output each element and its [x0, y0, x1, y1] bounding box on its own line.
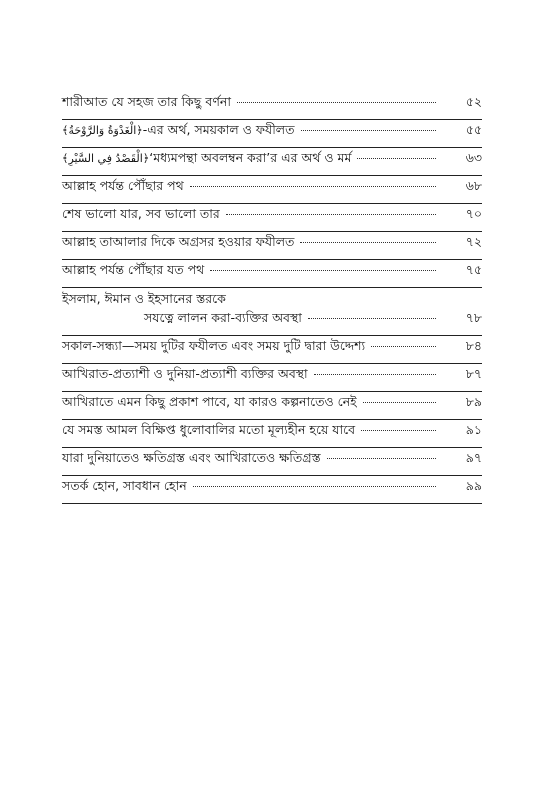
toc-entry-title-line1: ইসলাম, ঈমান ও ইহসানের স্তরকে	[62, 291, 226, 306]
toc-entry-page: ৮৭	[465, 366, 482, 381]
toc-entry-line	[62, 422, 442, 442]
toc-entry-title: সতর্ক হোন, সাবধান হোন	[62, 478, 187, 493]
dot-leader	[363, 402, 436, 403]
toc-entry[interactable]	[62, 392, 482, 420]
arabic-phrase: ﴿الْغَدْوَةُ وَالرَّوْحَةُ﴾	[62, 124, 143, 137]
toc-entry-title: -এর অর্থ, সময়কাল ও ফযীলত	[142, 122, 295, 137]
toc-entry-line	[62, 178, 442, 198]
arabic-phrase: ﴿الْقَصْدُ فِي السَّيْرِ﴾	[62, 152, 150, 165]
toc-entry-line	[62, 262, 442, 282]
toc-entry-page: ৬৩	[465, 150, 482, 165]
dot-leader	[301, 130, 437, 131]
dot-leader	[327, 458, 436, 459]
toc-entry-title: আখিরাতে এমন কিছু প্রকাশ পাবে, যা কারও কল্পনাতেও নেই	[62, 394, 357, 409]
dot-leader	[193, 486, 436, 487]
dot-leader	[210, 270, 436, 271]
toc-entry-title: আল্লাহ তাআলার দিকে অগ্রসর হওয়ার ফযীলত	[62, 234, 295, 249]
toc-entry-line	[144, 310, 442, 330]
toc-entry[interactable]	[62, 120, 482, 148]
toc-entry-title: ‘মধ্যমপন্থা অবলম্বন করা’র এর অর্থ ও মর্ম	[149, 150, 352, 165]
toc-entry-line	[62, 478, 442, 498]
toc-entry[interactable]	[62, 288, 482, 336]
dot-leader	[371, 346, 436, 347]
toc-entry-page: ৫৫	[465, 122, 482, 137]
toc-entry-line	[62, 150, 442, 170]
toc-entry-page: ৬৮	[465, 178, 482, 193]
dot-leader	[300, 242, 436, 243]
toc-entry-title: সযত্নে লালন করা-ব্যক্তির অবস্থা	[144, 310, 302, 325]
toc-entry-page: ৭৮	[465, 310, 482, 325]
toc-entry[interactable]	[62, 336, 482, 364]
dot-leader	[190, 186, 436, 187]
toc-entry-page: ৭৫	[465, 262, 482, 277]
toc-entry-line	[62, 122, 442, 142]
toc-entry-title: আল্লাহ পর্যন্ত পৌঁছার পথ	[62, 178, 184, 193]
toc-entry-line	[62, 394, 442, 414]
toc-entry-page: ৮৪	[465, 338, 482, 353]
toc-entry[interactable]	[62, 204, 482, 232]
toc-entry[interactable]	[62, 148, 482, 176]
toc-entry-line	[62, 338, 442, 358]
toc-entry[interactable]	[62, 448, 482, 476]
dot-leader	[237, 102, 436, 103]
toc-entry-line	[62, 234, 442, 254]
toc-entry[interactable]	[62, 476, 482, 504]
dot-leader	[361, 430, 436, 431]
dot-leader	[314, 374, 436, 375]
toc-entry-line	[62, 450, 442, 470]
toc-entry-title: শারীআত যে সহজ তার কিছু বর্ণনা	[62, 94, 231, 109]
toc-entry-page: ৯১	[465, 422, 482, 437]
table-of-contents	[62, 92, 482, 504]
dot-leader	[226, 214, 436, 215]
toc-entry[interactable]	[62, 92, 482, 120]
toc-entry[interactable]	[62, 232, 482, 260]
toc-entry[interactable]	[62, 260, 482, 288]
toc-entry[interactable]	[62, 176, 482, 204]
toc-entry[interactable]	[62, 364, 482, 392]
toc-entry-title: যে সমস্ত আমল বিক্ষিপ্ত ধুলোবালির মতো মূল্যহীন হয়ে যাবে	[62, 422, 356, 437]
toc-entry-line	[62, 206, 442, 226]
toc-entry-title: যারা দুনিয়াতেও ক্ষতিগ্রস্ত এবং আখিরাতেও ক্ষতিগ্রস্ত	[62, 450, 321, 465]
toc-entry[interactable]	[62, 420, 482, 448]
toc-entry-page: ৯৭	[465, 450, 482, 465]
toc-entry-title: আখিরাত-প্রত্যাশী ও দুনিয়া-প্রত্যাশী ব্যক্তির অবস্থা	[62, 366, 308, 381]
toc-entry-page: ৯৯	[465, 478, 482, 493]
toc-entry-page: ৭০	[465, 206, 482, 221]
dot-leader	[357, 158, 436, 159]
toc-entry-page: ৭২	[465, 234, 482, 249]
toc-entry-line	[62, 94, 442, 114]
toc-entry-title: আল্লাহ পর্যন্ত পৌঁছার যত পথ	[62, 262, 205, 277]
toc-entry-page: ৫২	[465, 94, 482, 109]
dot-leader	[308, 318, 436, 319]
toc-entry-line	[62, 366, 442, 386]
toc-entry-page: ৮৯	[465, 394, 482, 409]
toc-entry-title: সকাল-সন্ধ্যা—সময় দুটির ফযীলত এবং সময় দুটি দ্বারা উদ্দেশ্য	[62, 338, 366, 353]
toc-entry-title: শেষ ভালো যার, সব ভালো তার	[62, 206, 220, 221]
